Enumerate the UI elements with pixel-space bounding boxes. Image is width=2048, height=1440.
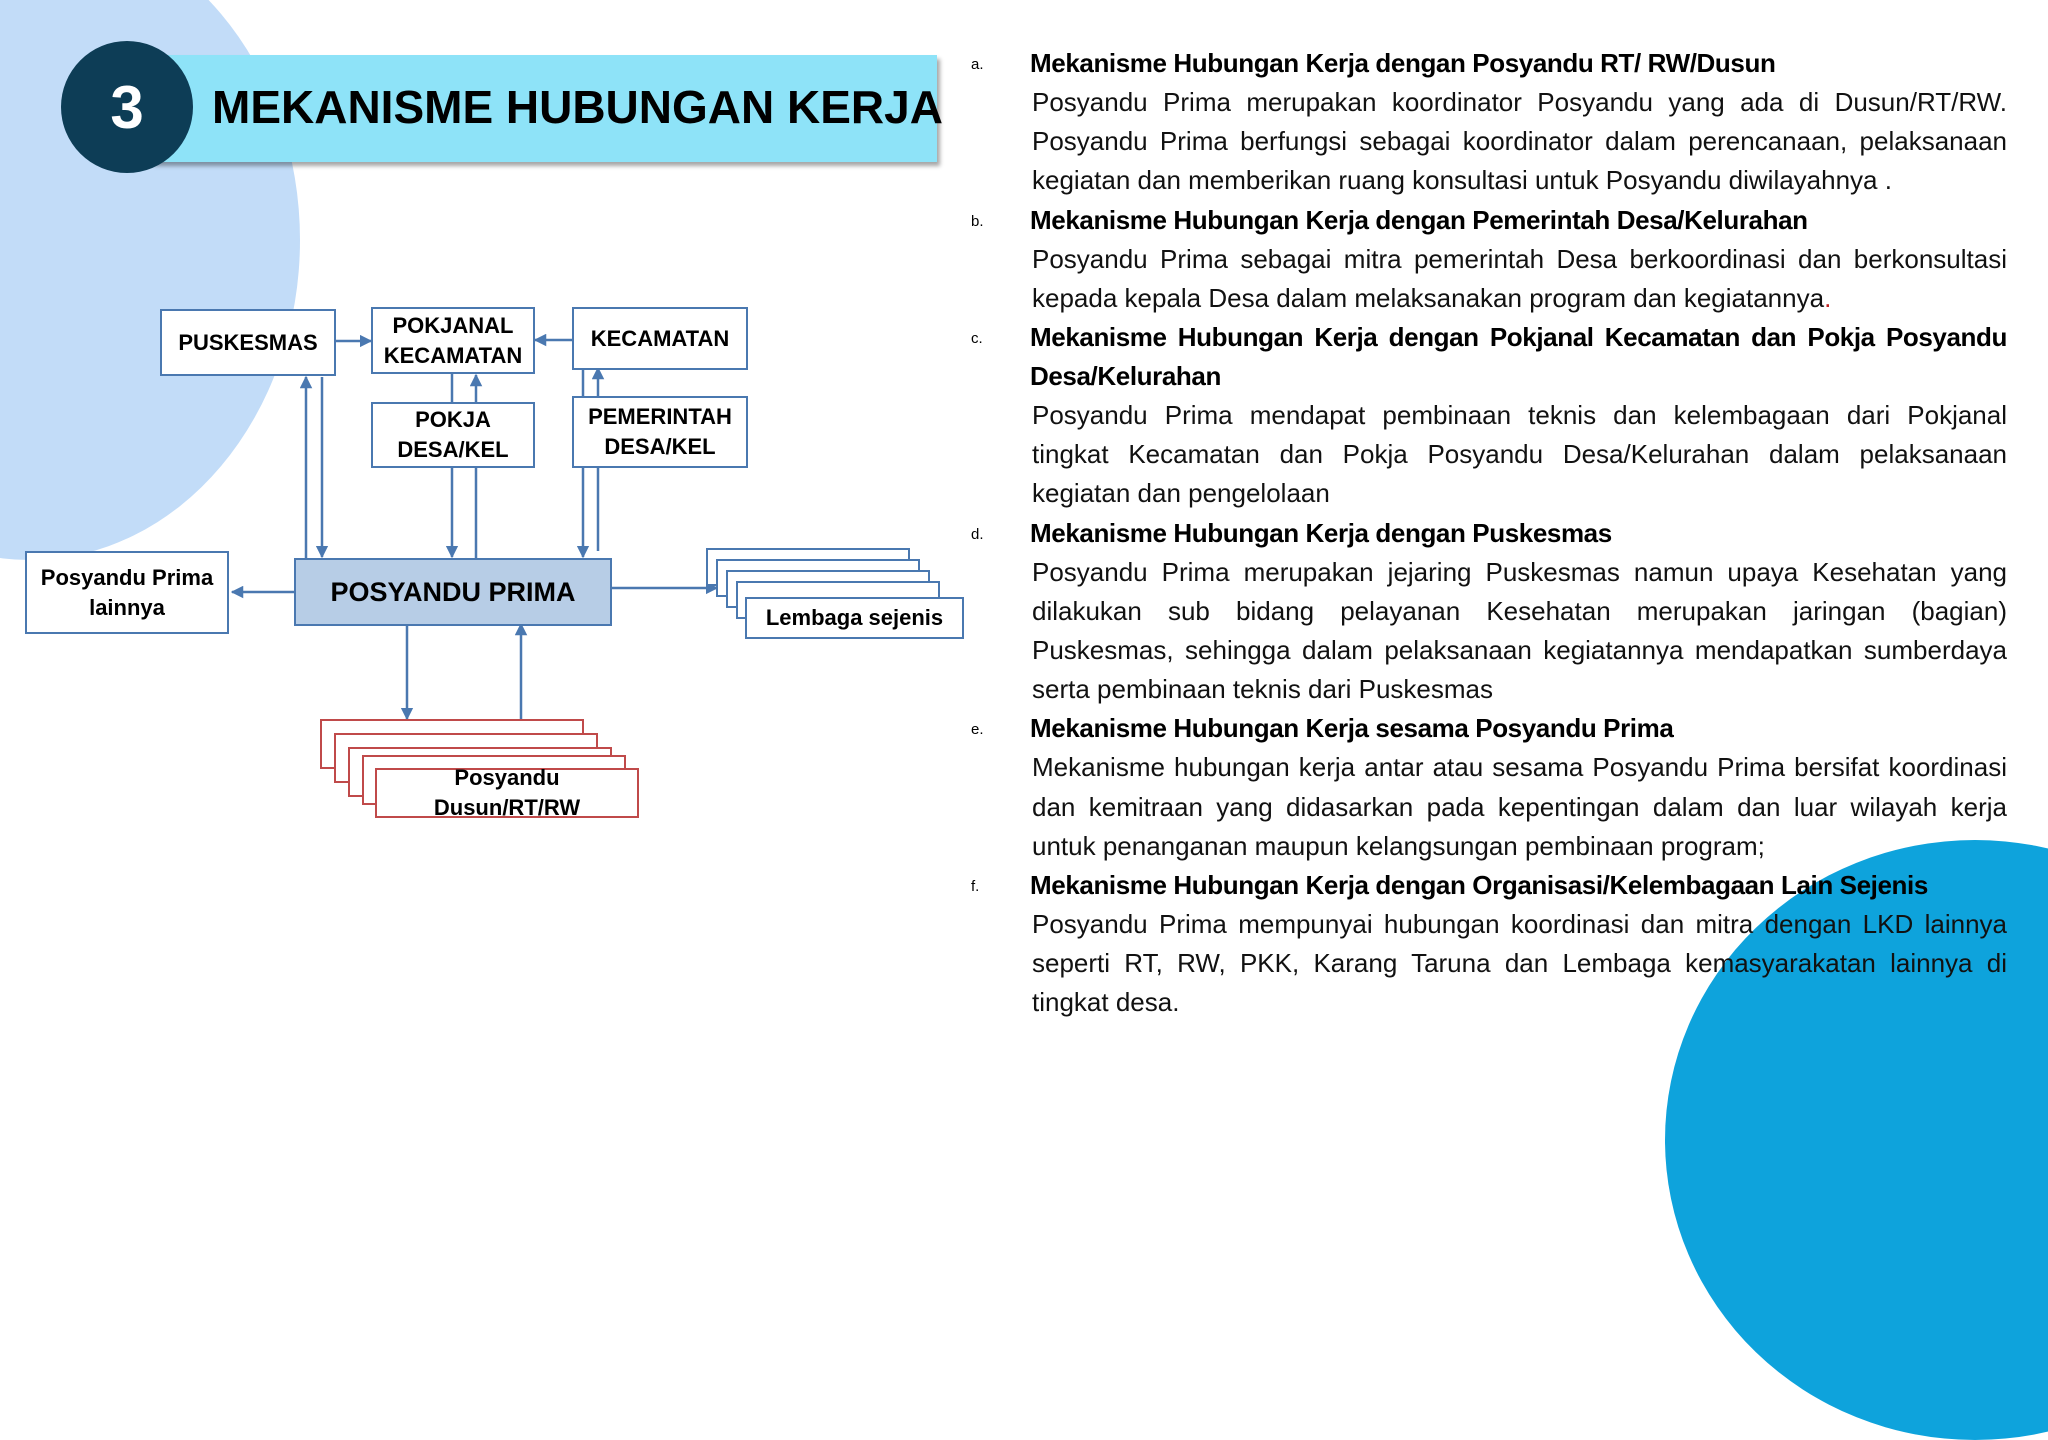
item-letter: f. — [971, 878, 980, 896]
box-posyandu-prima: POSYANDU PRIMA — [294, 558, 612, 626]
item-body: Posyandu Prima mempunyai hubungan koordinasi dan mitra dengan LKD lainnya seperti RT, RW, PKK, Karang Taruna dan Lembaga kemasyarakatan lainnya di tingkat desa. — [1032, 909, 2007, 1018]
list-item — [965, 318, 2007, 514]
item-heading: Mekanisme Hubungan Kerja dengan Pokjanal Kecamatan dan Pokja Posyandu Desa/Kelurahan — [1030, 322, 2007, 392]
item-heading: Mekanisme Hubungan Kerja dengan Pemerintah Desa/Kelurahan — [1030, 204, 1808, 235]
list-item — [965, 514, 2007, 710]
box-posyandu-dusun: Posyandu Dusun/RT/RW — [375, 768, 639, 818]
item-heading: Mekanisme Hubungan Kerja dengan Puskesmas — [1030, 517, 1612, 548]
mechanism-list — [965, 44, 2007, 1023]
box-puskesmas: PUSKESMAS — [160, 309, 336, 376]
item-letter: d. — [971, 525, 984, 543]
item-heading: Mekanisme Hubungan Kerja dengan Organisasi/Kelembagaan Lain Sejenis — [1030, 870, 1928, 901]
item-letter: a. — [971, 56, 984, 73]
box-posyandu-prima-lainnya: Posyandu Prima lainnya — [25, 551, 229, 634]
item-letter: c. — [971, 330, 983, 348]
item-heading: Mekanisme Hubungan Kerja sesama Posyandu Prima — [1030, 713, 1674, 744]
list-item — [965, 709, 2007, 866]
box-pemerintah-desa-kel: PEMERINTAH DESA/KEL — [572, 396, 748, 468]
slide-title: MEKANISME HUBUNGAN KERJA — [212, 81, 943, 133]
item-body: Posyandu Prima mendapat pembinaan teknis dan kelembagaan dari Pokjanal tingkat Kecamatan dan Pokja Posyandu Desa/Kelurahan dalam pelaksanaan kegiatan dan pengelolaan — [1032, 400, 2007, 509]
box-lembaga-sejenis: Lembaga sejenis — [745, 597, 964, 639]
slide-number-badge: 3 — [61, 41, 193, 173]
box-pokjanal-kecamatan: POKJANAL KECAMATAN — [371, 307, 535, 374]
list-item — [965, 866, 2007, 1023]
box-pokja-desa-kel: POKJA DESA/KEL — [371, 402, 535, 468]
item-body: Mekanisme hubungan kerja antar atau sesama Posyandu Prima bersifat koordinasi dan kemitraan yang didasarkan pada kepentingan dalam dan luar wilayah kerja untuk penanganan maupun kelangsungan pembinaan program; — [1032, 752, 2007, 861]
list-item — [965, 44, 2007, 201]
box-kecamatan: KECAMATAN — [572, 307, 748, 370]
item-letter: e. — [971, 721, 984, 739]
item-letter: b. — [971, 212, 984, 230]
item-body-end: . — [1824, 282, 1832, 313]
item-body — [1032, 240, 2007, 318]
list-item — [965, 201, 2007, 318]
item-body: Posyandu Prima merupakan jejaring Puskesmas namun upaya Kesehatan yang dilakukan sub bidang pelayanan Kesehatan merupakan jaringan (bagian) Puskesmas, sehingga dalam pelaksanaan kegiatannya mendapatkan sumberdaya serta pembinaan teknis dari Puskesmas — [1032, 556, 2007, 705]
item-heading: Mekanisme Hubungan Kerja dengan Posyandu RT/ RW/Dusun — [1030, 48, 1776, 78]
item-body: Posyandu Prima merupakan koordinator Posyandu yang ada di Dusun/RT/RW. Posyandu Prima berfungsi sebagai koordinator dalam perencanaan, pelaksanaan kegiatan dan memberikan ruang konsultasi untuk Posyandu diwilayahnya . — [1032, 87, 2007, 196]
item-body-text: Posyandu Prima sebagai mitra pemerintah Desa berkoordinasi dan berkonsultasi kepada kepala Desa dalam melaksanakan program dan kegiatannya — [1032, 243, 2007, 313]
